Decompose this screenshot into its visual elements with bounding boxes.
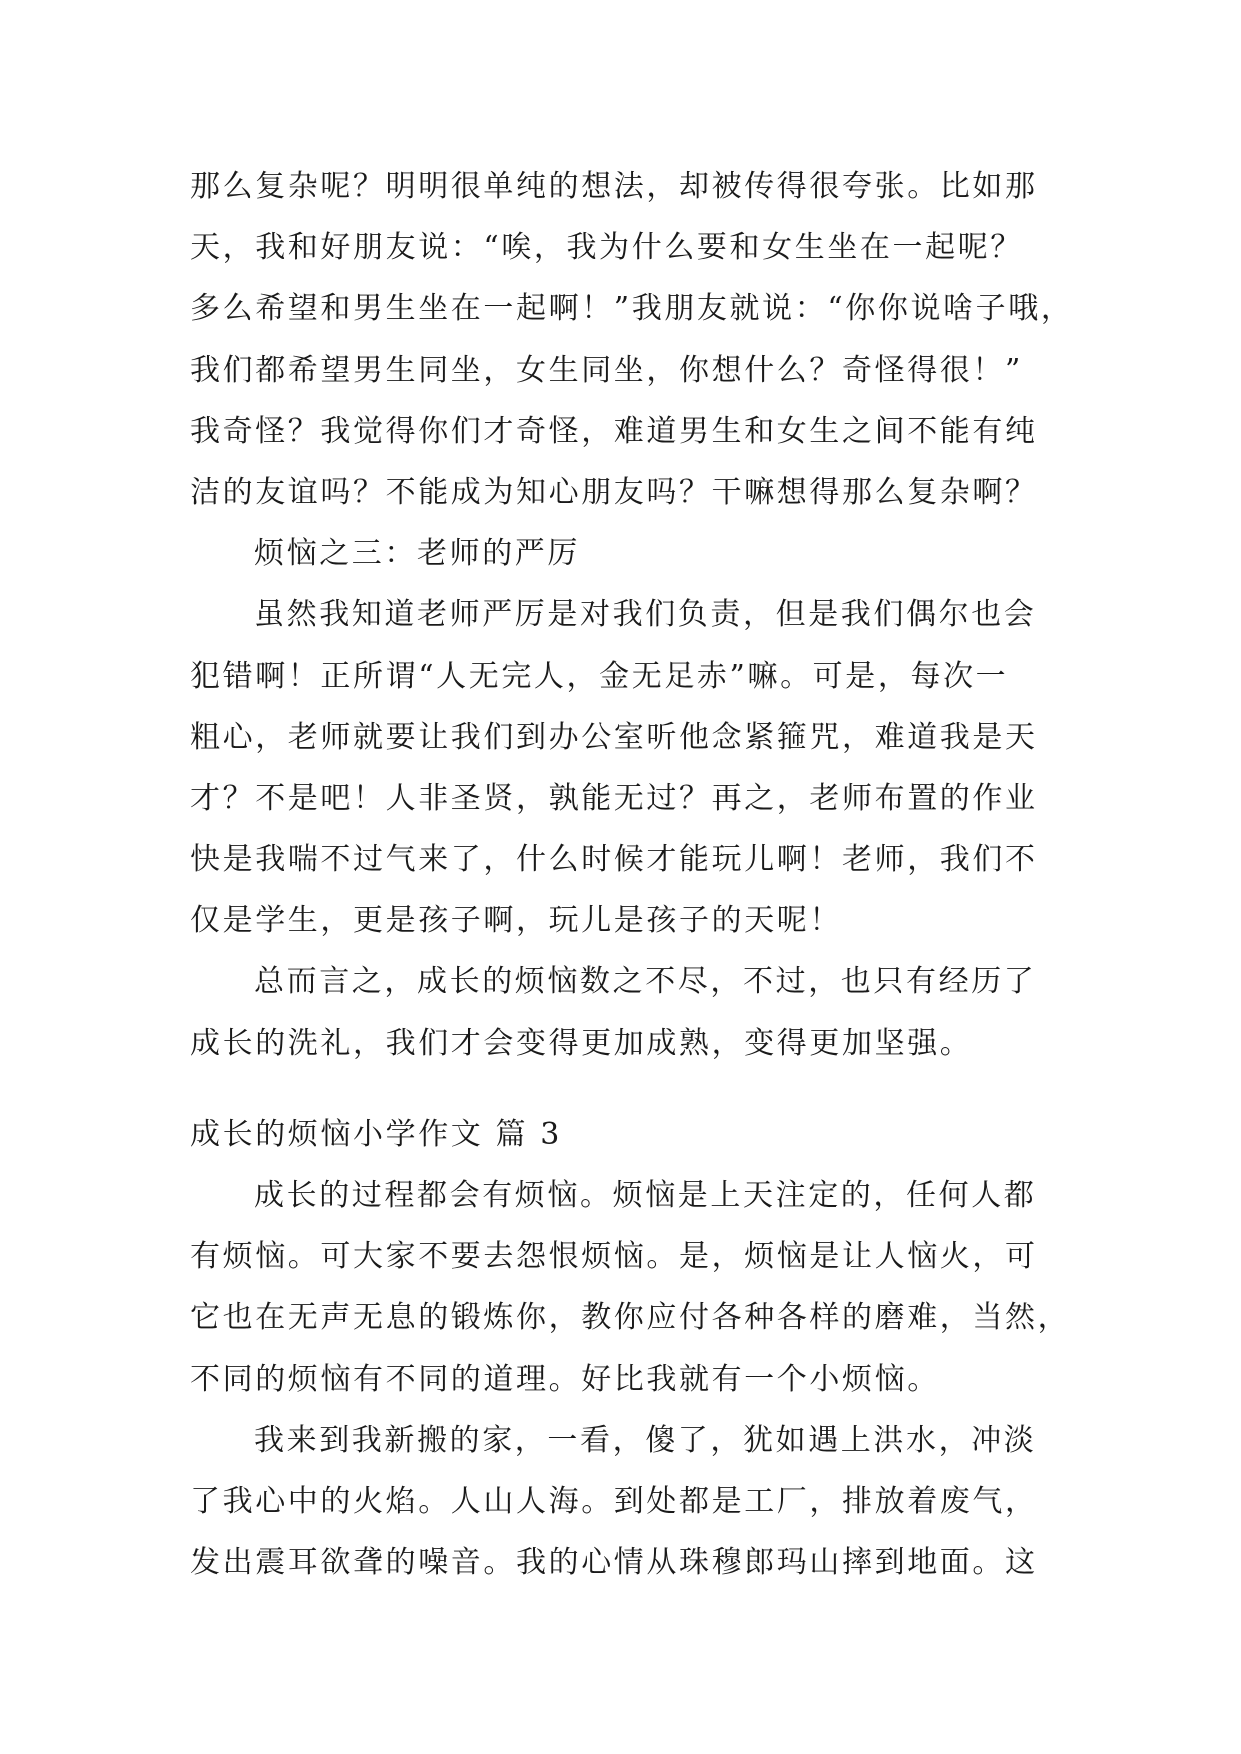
subheading-line: 烦恼之三：老师的严厉	[254, 536, 580, 572]
text-line: 有烦恼。可大家不要去怨恨烦恼。是，烦恼是让人恼火，可	[190, 1239, 1038, 1275]
text-line: 粗心，老师就要让我们到办公室听他念紧箍咒，难道我是天	[190, 719, 1038, 755]
paragraph-first-line: 虽然我知道老师严厉是对我们负责，但是我们偶尔也会	[254, 597, 1037, 633]
text-line: 发出震耳欲聋的噪音。我的心情从珠穆郎玛山摔到地面。这	[190, 1545, 1038, 1581]
paragraph-first-line: 成长的过程都会有烦恼。烦恼是上天注定的，任何人都	[254, 1178, 1037, 1213]
text-line: 了我心中的火焰。人山人海。到处都是工厂，排放着废气，	[190, 1483, 1038, 1519]
paragraph-first-line: 总而言之，成长的烦恼数之不尽，不过，也只有经历了	[254, 964, 1037, 1000]
text-line: 那么复杂呢？明明很单纯的想法，却被传得很夸张。比如那	[190, 169, 1038, 204]
document-body	[190, 156, 1074, 1593]
paragraph-first-line: 我来到我新搬的家，一看，傻了，犹如遇上洪水，冲淡	[254, 1422, 1037, 1458]
text-line: 我们都希望男生同坐，女生同坐，你想什么？奇怪得很！”	[190, 352, 1023, 388]
text-line: 快是我喘不过气来了，什么时候才能玩儿啊！老师，我们不	[190, 842, 1038, 878]
text-line: 成长的洗礼，我们才会变得更加成熟，变得更加坚强。	[190, 1025, 973, 1061]
text-line: 多么希望和男生坐在一起啊！”我朋友就说：“你你说啥子哦，	[190, 291, 1074, 327]
text-line: 我奇怪？我觉得你们才奇怪，难道男生和女生之间不能有纯	[190, 413, 1038, 449]
text-line: 洁的友谊吗？不能成为知心朋友吗？干嘛想得那么复杂啊？	[190, 474, 1038, 510]
text-line: 它也在无声无息的锻炼你，教你应付各种各样的磨难，当然，	[190, 1300, 1071, 1336]
text-line: 仅是学生，更是孩子啊，玩儿是孩子的天呢！	[190, 903, 842, 939]
text-line: 才？不是吧！人非圣贤，孰能无过？再之，老师布置的作业	[190, 780, 1038, 816]
text-line: 不同的烦恼有不同的道理。好比我就有一个小烦恼。	[190, 1361, 940, 1397]
text-line: 犯错啊！正所谓“人无完人，金无足赤”嘛。可是，每次一	[190, 658, 1009, 694]
text-line: 天，我和好朋友说：“唉，我为什么要和女生坐在一起呢？	[190, 230, 1023, 266]
section-heading: 成长的烦恼小学作文 篇 3	[190, 1116, 562, 1152]
